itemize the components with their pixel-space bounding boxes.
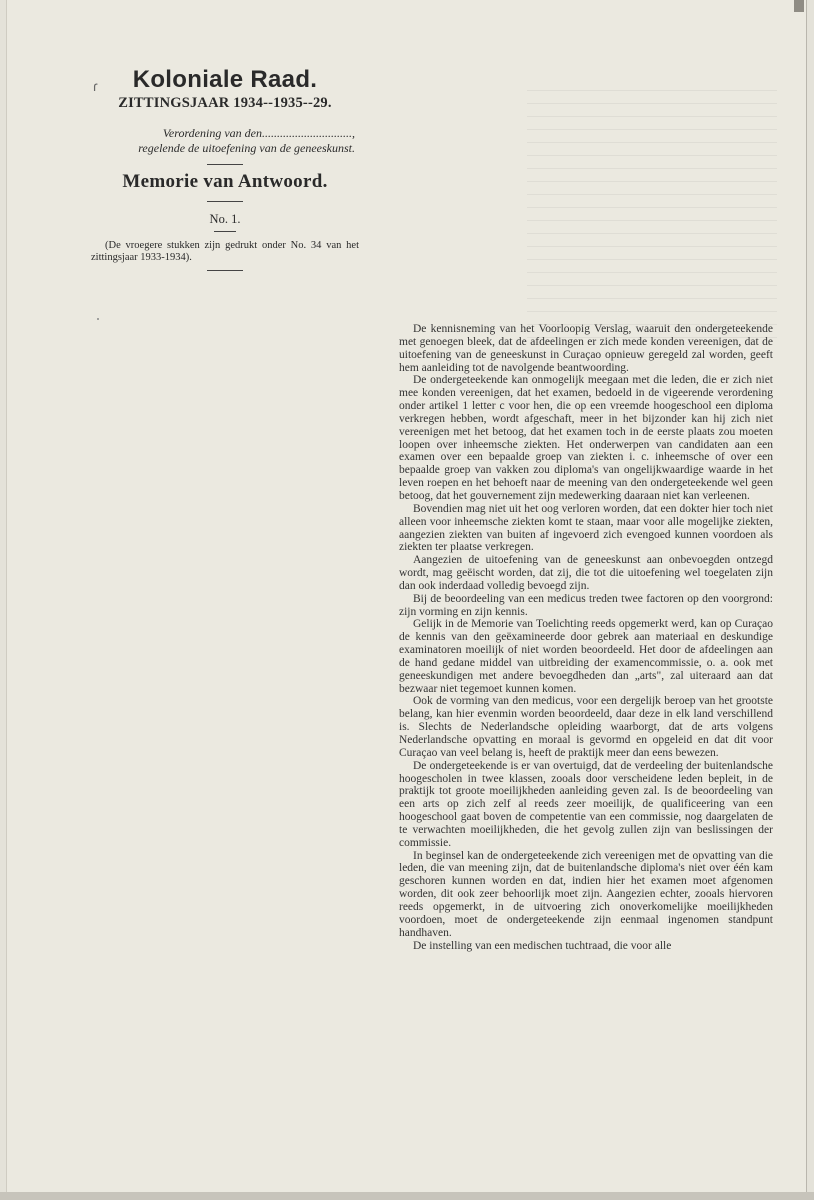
document-page [6, 0, 807, 1192]
paragraph: Bij de beoordeeling van een medicus treden twee factoren op den voorgrond: zijn vorming en zijn kennis. [399, 592, 773, 618]
ordinance-subject [91, 126, 359, 156]
ordinance-line-2: regelende de uitoefening van de geneeskunst. [138, 141, 355, 155]
paragraph: De ondergeteekende is er van overtuigd, dat de verdeeling der buitenlandsche hoogescholen in twee klassen, zooals door verscheidene leden bepleit, in de praktijk tot groote moeilijkheden aanleiding geven zal. Is de beoordeeling van een arts op zich zelf al reeds zeer moeilijk, de qualificeering van een hoogeschool gaat boven de competentie van een commissie, nog daargelaten de te verwachten moeilijkheden, die het gevolg zullen zijn van beslissingen der commissie. [399, 759, 773, 849]
page-speck [97, 318, 99, 320]
paragraph: De ondergeteekende kan onmogelijk meegaan met die leden, die er zich niet mee konden vereenigen, dat het examen, bedoeld in de vigeerende verordening onder artikel 1 letter c voor hen, die op een vreemde hoogeschool een diploma verkregen hebben, wordt afgeschaft, meer in het bijzonder kan hij zich niet vereenigen met het betoog, dat het examen toch in de eerste plaats zou moeten loopen over inheemsche ziekten. Het onderwerpen van candidaten aan een examen over een bepaalde groep van ziekten i. c. inheemsche of over een bepaalde groep van vakken zou diploma's van ongelijkwaardige waarde in het leven roepen en het behoeft naar de meening van den ondergeteekende wel geen betoog, dat het gouvernement zijn medewerking daaraan niet kan verleenen. [399, 374, 773, 502]
paragraph: Gelijk in de Memorie van Toelichting reeds opgemerkt werd, kan op Curaçao de kennis van den geëxamineerde door gebrek aan materiaal en deskundige examinatoren moeilijk of niet worden beoordeeld. Het door de afdeelingen aan de hand gedane middel van uitbreiding der examencommissie, o. a. ook met geneeskundigen met andere bevoegdheden dan „arts", zal uiteraard aan dat bezwaar niet tegemoet kunnen komen. [399, 618, 773, 695]
header-block [91, 66, 359, 271]
earlier-documents-note: (De vroegere stukken zijn gedrukt onder No. 34 van het zittingsjaar 1933-1934). [91, 240, 359, 263]
session-year: ZITTINGSJAAR 1934--1935--29. [118, 95, 332, 111]
show-through-texture [527, 90, 777, 340]
paragraph: Bovendien mag niet uit het oog verloren worden, dat een dokter hier toch niet alleen voor inheemsche ziekten komt te staan, maar voor alle mogelijke ziekten, aangezien ziekten van buiten af ingevoerd zich evengoed kunnen voordoen als ziekten ter plaatse verkregen. [399, 502, 773, 554]
paragraph: In beginsel kan de ondergeteekende zich vereenigen met de opvatting van die leden, die van meening zijn, dat de buitenlandsche diploma's niet over één kam geschoren kunnen worden en dat, indien hier het examen moet afgenomen worden, dit ook zeer behoorlijk moet zijn. Aangezien echter, zooals hiervoren reeds opgemerkt, in de uitvoering zich onoverkomelijke moeilijkheden voordoen, moet de ondergeteekende zijn eenmaal ingenomen standpunt handhaven. [399, 849, 773, 939]
scan-bottom-edge [0, 1192, 814, 1200]
stray-mark: ɾ [93, 78, 98, 94]
divider-rule [207, 164, 243, 165]
body-text [399, 323, 773, 952]
memo-title: Memorie van Antwoord. [122, 171, 328, 192]
document-number: No. 1. [209, 212, 241, 226]
paragraph: De instelling van een medischen tuchtraad, die voor alle [413, 939, 672, 952]
paragraph: Aangezien de uitoefening van de geneeskunst aan onbevoegden ontzegd wordt, mag geëischt worden, dat zij, die tot die uitoefening wel toegelaten zijn dan ook inderdaad volledig bevoegd zijn. [399, 554, 773, 592]
divider-rule [207, 270, 243, 271]
paragraph: De kennisneming van het Voorloopig Verslag, waaruit den ondergeteekende met genoegen bleek, dat de afdeelingen er zich mede konden vereenigen, dat de uitoefening van de geneeskunst in Curaçao opnieuw geregeld zal worden, geeft hem aanleiding tot de navolgende beantwoording. [399, 323, 773, 374]
council-title: Koloniale Raad. [132, 66, 318, 93]
paragraph: Ook de vorming van den medicus, voor een dergelijk beroep van het grootste belang, kan hier evenmin worden beoordeeld, daar deze in elk land verschillend is. Slechts de Nederlandsche opleiding waarborgt, dat de arts volgens Nederlandsche opvatting en moraal is gevormd en opgeleid en dat dit voor Curaçao van veel belang is, heeft de praktijk meer dan eens bewezen. [399, 695, 773, 759]
ordinance-line-1: Verordening van den.............................., [162, 126, 355, 140]
divider-rule [214, 231, 236, 232]
divider-rule [207, 201, 243, 202]
title-row [91, 66, 359, 94]
corner-mark [794, 0, 804, 12]
